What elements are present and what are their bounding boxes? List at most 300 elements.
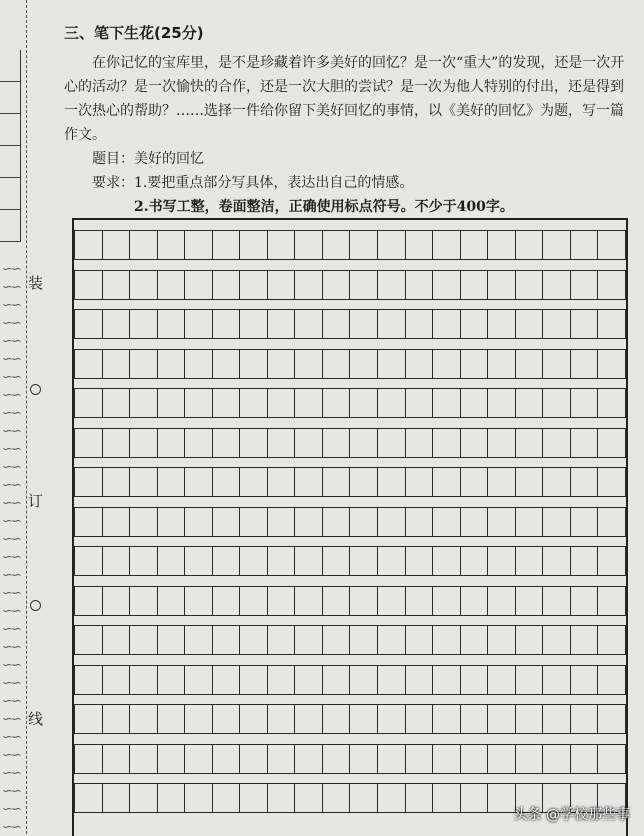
grid-cell[interactable] (322, 309, 350, 339)
grid-cell[interactable] (377, 467, 405, 497)
grid-cell[interactable] (542, 270, 570, 300)
grid-cell[interactable] (294, 507, 322, 537)
grid-cell[interactable] (515, 388, 543, 418)
grid-cell[interactable] (349, 230, 377, 260)
grid-cell[interactable] (405, 625, 433, 655)
grid-cell[interactable] (322, 230, 350, 260)
grid-cell[interactable] (102, 586, 130, 616)
grid-cell[interactable] (460, 309, 488, 339)
grid-cell[interactable] (349, 783, 377, 813)
grid-cell[interactable] (487, 309, 515, 339)
grid-cell[interactable] (597, 349, 626, 379)
grid-cell[interactable] (432, 388, 460, 418)
grid-cell[interactable] (597, 270, 626, 300)
grid-cell[interactable] (570, 388, 598, 418)
grid-cell[interactable] (460, 783, 488, 813)
grid-cell[interactable] (542, 546, 570, 576)
grid-cell[interactable] (239, 309, 267, 339)
grid-cell[interactable] (129, 309, 157, 339)
grid-cell[interactable] (157, 625, 185, 655)
grid-cell[interactable] (487, 665, 515, 695)
grid-cell[interactable] (267, 546, 295, 576)
grid-cell[interactable] (129, 586, 157, 616)
grid-cell[interactable] (184, 665, 212, 695)
grid-cell[interactable] (267, 586, 295, 616)
grid-cell[interactable] (129, 270, 157, 300)
grid-cell[interactable] (212, 704, 240, 734)
grid-cell[interactable] (377, 546, 405, 576)
grid-cell[interactable] (322, 349, 350, 379)
grid-cell[interactable] (239, 546, 267, 576)
grid-cell[interactable] (597, 744, 626, 774)
grid-cell[interactable] (597, 625, 626, 655)
grid-cell[interactable] (212, 625, 240, 655)
grid-cell[interactable] (405, 704, 433, 734)
grid-cell[interactable] (542, 467, 570, 497)
grid-cell[interactable] (432, 744, 460, 774)
grid-cell[interactable] (432, 270, 460, 300)
grid-cell[interactable] (597, 428, 626, 458)
grid-cell[interactable] (294, 704, 322, 734)
grid-cell[interactable] (377, 428, 405, 458)
grid-cell[interactable] (267, 704, 295, 734)
grid-cell[interactable] (597, 665, 626, 695)
grid-cell[interactable] (74, 349, 102, 379)
grid-cell[interactable] (157, 467, 185, 497)
grid-cell[interactable] (405, 507, 433, 537)
grid-cell[interactable] (349, 507, 377, 537)
grid-cell[interactable] (487, 270, 515, 300)
grid-cell[interactable] (432, 467, 460, 497)
grid-cell[interactable] (239, 783, 267, 813)
grid-cell[interactable] (349, 467, 377, 497)
grid-cell[interactable] (570, 230, 598, 260)
grid-cell[interactable] (267, 665, 295, 695)
grid-cell[interactable] (349, 428, 377, 458)
grid-cell[interactable] (74, 507, 102, 537)
grid-cell[interactable] (487, 586, 515, 616)
grid-cell[interactable] (239, 704, 267, 734)
grid-cell[interactable] (542, 230, 570, 260)
grid-cell[interactable] (157, 428, 185, 458)
grid-cell[interactable] (74, 230, 102, 260)
grid-cell[interactable] (570, 744, 598, 774)
grid-cell[interactable] (487, 625, 515, 655)
grid-cell[interactable] (129, 467, 157, 497)
swirl-decoration-icon: ∽∽ (2, 262, 20, 277)
grid-cell[interactable] (102, 349, 130, 379)
grid-cell[interactable] (294, 625, 322, 655)
grid-cell[interactable] (102, 507, 130, 537)
grid-cell[interactable] (267, 349, 295, 379)
grid-cell[interactable] (184, 507, 212, 537)
grid-cell[interactable] (294, 230, 322, 260)
grid-cell[interactable] (487, 546, 515, 576)
grid-cell[interactable] (267, 467, 295, 497)
grid-cell[interactable] (74, 546, 102, 576)
grid-cell[interactable] (129, 388, 157, 418)
grid-cell[interactable] (157, 388, 185, 418)
grid-cell[interactable] (570, 349, 598, 379)
grid-cell[interactable] (349, 270, 377, 300)
grid-cell[interactable] (184, 309, 212, 339)
grid-cell[interactable] (102, 783, 130, 813)
grid-cell[interactable] (487, 428, 515, 458)
grid-cell[interactable] (184, 388, 212, 418)
grid-cell[interactable] (515, 744, 543, 774)
grid-cell[interactable] (405, 230, 433, 260)
grid-cell[interactable] (597, 388, 626, 418)
grid-cell[interactable] (377, 625, 405, 655)
grid-cell[interactable] (515, 546, 543, 576)
grid-cell[interactable] (432, 586, 460, 616)
grid-cell[interactable] (460, 586, 488, 616)
grid-cell[interactable] (129, 704, 157, 734)
grid-cell[interactable] (212, 428, 240, 458)
grid-cell[interactable] (597, 546, 626, 576)
grid-cell[interactable] (542, 665, 570, 695)
grid-cell[interactable] (460, 467, 488, 497)
grid-cell[interactable] (294, 467, 322, 497)
grid-cell[interactable] (487, 744, 515, 774)
grid-cell[interactable] (570, 546, 598, 576)
grid-cell[interactable] (239, 507, 267, 537)
grid-cell[interactable] (212, 586, 240, 616)
grid-cell[interactable] (74, 270, 102, 300)
grid-cell[interactable] (487, 349, 515, 379)
grid-cell[interactable] (570, 270, 598, 300)
grid-cell[interactable] (212, 309, 240, 339)
grid-cell[interactable] (405, 546, 433, 576)
grid-cell[interactable] (515, 586, 543, 616)
grid-cell[interactable] (432, 309, 460, 339)
grid-cell[interactable] (74, 665, 102, 695)
grid-cell[interactable] (515, 349, 543, 379)
grid-cell[interactable] (294, 744, 322, 774)
grid-cell[interactable] (349, 665, 377, 695)
grid-cell[interactable] (294, 428, 322, 458)
grid-cell[interactable] (157, 270, 185, 300)
grid-cell[interactable] (460, 230, 488, 260)
grid-cell[interactable] (184, 467, 212, 497)
grid-cell[interactable] (102, 625, 130, 655)
grid-cell[interactable] (322, 783, 350, 813)
grid-cell[interactable] (157, 546, 185, 576)
grid-cell[interactable] (102, 309, 130, 339)
grid-cell[interactable] (157, 586, 185, 616)
grid-cell[interactable] (322, 270, 350, 300)
left-edge-grid (0, 50, 21, 242)
grid-cell[interactable] (432, 783, 460, 813)
grid-cell[interactable] (542, 625, 570, 655)
grid-cell[interactable] (184, 270, 212, 300)
grid-cell[interactable] (349, 586, 377, 616)
grid-cell[interactable] (322, 428, 350, 458)
grid-cell[interactable] (377, 230, 405, 260)
grid-cell[interactable] (74, 428, 102, 458)
swirl-decoration-icon: ∽∽ (2, 640, 20, 655)
grid-cell[interactable] (432, 665, 460, 695)
grid-cell[interactable] (460, 349, 488, 379)
grid-cell[interactable] (405, 665, 433, 695)
grid-cell[interactable] (542, 507, 570, 537)
grid-cell[interactable] (267, 428, 295, 458)
grid-cell[interactable] (570, 704, 598, 734)
grid-cell[interactable] (102, 428, 130, 458)
grid-cell[interactable] (405, 349, 433, 379)
grid-cell[interactable] (487, 507, 515, 537)
grid-cell[interactable] (212, 546, 240, 576)
grid-cell[interactable] (405, 586, 433, 616)
grid-cell[interactable] (405, 744, 433, 774)
grid-cell[interactable] (349, 349, 377, 379)
grid-cell[interactable] (322, 467, 350, 497)
grid-cell[interactable] (129, 230, 157, 260)
grid-cell[interactable] (294, 270, 322, 300)
grid-cell[interactable] (570, 507, 598, 537)
grid-cell[interactable] (184, 349, 212, 379)
grid-cell[interactable] (405, 783, 433, 813)
writing-grid[interactable] (72, 218, 628, 836)
grid-cell[interactable] (184, 586, 212, 616)
grid-cell[interactable] (239, 349, 267, 379)
grid-cell[interactable] (432, 349, 460, 379)
grid-cell[interactable] (570, 586, 598, 616)
grid-cell[interactable] (487, 388, 515, 418)
grid-cell[interactable] (570, 665, 598, 695)
grid-cell[interactable] (322, 507, 350, 537)
grid-cell[interactable] (432, 704, 460, 734)
grid-cell[interactable] (157, 665, 185, 695)
grid-cell[interactable] (322, 388, 350, 418)
grid-cell[interactable] (460, 704, 488, 734)
grid-cell[interactable] (322, 704, 350, 734)
grid-cell[interactable] (377, 388, 405, 418)
grid-cell[interactable] (597, 230, 626, 260)
grid-cell[interactable] (239, 230, 267, 260)
grid-cell[interactable] (102, 744, 130, 774)
grid-cell[interactable] (405, 467, 433, 497)
grid-cell[interactable] (349, 546, 377, 576)
grid-cell[interactable] (212, 467, 240, 497)
grid-cell[interactable] (542, 586, 570, 616)
grid-cell[interactable] (349, 744, 377, 774)
grid-cell[interactable] (570, 625, 598, 655)
grid-cell[interactable] (294, 665, 322, 695)
grid-cell[interactable] (597, 507, 626, 537)
grid-cell[interactable] (460, 428, 488, 458)
grid-cell[interactable] (460, 625, 488, 655)
grid-cell[interactable] (267, 744, 295, 774)
grid-cell[interactable] (515, 309, 543, 339)
grid-cell[interactable] (267, 783, 295, 813)
grid-cell[interactable] (432, 507, 460, 537)
grid-cell[interactable] (74, 625, 102, 655)
grid-cell[interactable] (460, 270, 488, 300)
grid-cell[interactable] (515, 230, 543, 260)
grid-cell[interactable] (487, 783, 515, 813)
grid-cell[interactable] (129, 546, 157, 576)
grid-cell[interactable] (157, 783, 185, 813)
grid-cell[interactable] (322, 744, 350, 774)
grid-cell[interactable] (212, 507, 240, 537)
grid-cell[interactable] (267, 230, 295, 260)
grid-cell[interactable] (460, 744, 488, 774)
grid-cell[interactable] (322, 625, 350, 655)
grid-cell[interactable] (267, 270, 295, 300)
grid-cell[interactable] (377, 270, 405, 300)
grid-cell[interactable] (349, 388, 377, 418)
grid-cell[interactable] (432, 428, 460, 458)
grid-cell[interactable] (460, 546, 488, 576)
grid-cell[interactable] (184, 704, 212, 734)
grid-cell[interactable] (74, 309, 102, 339)
grid-cell[interactable] (157, 309, 185, 339)
grid-cell[interactable] (570, 428, 598, 458)
grid-cell[interactable] (487, 704, 515, 734)
grid-cell[interactable] (102, 270, 130, 300)
grid-cell[interactable] (460, 388, 488, 418)
grid-cell[interactable] (267, 309, 295, 339)
grid-cell[interactable] (570, 309, 598, 339)
grid-cell[interactable] (542, 388, 570, 418)
grid-cell[interactable] (239, 467, 267, 497)
grid-cell[interactable] (212, 349, 240, 379)
grid-cell[interactable] (239, 625, 267, 655)
grid-cell[interactable] (405, 309, 433, 339)
grid-cell[interactable] (515, 625, 543, 655)
grid-cell[interactable] (267, 625, 295, 655)
grid-cell[interactable] (515, 428, 543, 458)
grid-cell[interactable] (102, 665, 130, 695)
grid-cell[interactable] (74, 744, 102, 774)
grid-cell[interactable] (322, 586, 350, 616)
grid-cell[interactable] (377, 309, 405, 339)
grid-cell[interactable] (74, 783, 102, 813)
grid-cell[interactable] (294, 388, 322, 418)
grid-cell[interactable] (184, 230, 212, 260)
grid-cell[interactable] (515, 507, 543, 537)
grid-cell[interactable] (239, 586, 267, 616)
grid-cell[interactable] (157, 349, 185, 379)
grid-cell[interactable] (212, 270, 240, 300)
grid-cell[interactable] (157, 704, 185, 734)
grid-cell[interactable] (377, 586, 405, 616)
grid-cell[interactable] (460, 507, 488, 537)
grid-cell[interactable] (184, 625, 212, 655)
grid-cell[interactable] (74, 467, 102, 497)
grid-cell[interactable] (405, 428, 433, 458)
grid-cell[interactable] (377, 704, 405, 734)
grid-cell[interactable] (542, 428, 570, 458)
grid-cell[interactable] (157, 744, 185, 774)
grid-cell[interactable] (432, 546, 460, 576)
grid-cell[interactable] (405, 270, 433, 300)
grid-cell[interactable] (405, 388, 433, 418)
grid-cell[interactable] (129, 744, 157, 774)
grid-cell[interactable] (239, 428, 267, 458)
grid-cell[interactable] (157, 507, 185, 537)
grid-cell[interactable] (212, 388, 240, 418)
grid-cell[interactable] (294, 546, 322, 576)
grid-cell[interactable] (515, 270, 543, 300)
grid-cell[interactable] (294, 349, 322, 379)
grid-cell[interactable] (74, 704, 102, 734)
grid-cell[interactable] (377, 744, 405, 774)
grid-cell[interactable] (184, 783, 212, 813)
grid-cell[interactable] (212, 665, 240, 695)
grid-cell[interactable] (212, 744, 240, 774)
grid-cell[interactable] (129, 428, 157, 458)
grid-cell[interactable] (377, 665, 405, 695)
grid-cell[interactable] (102, 467, 130, 497)
grid-cell[interactable] (322, 665, 350, 695)
grid-cell[interactable] (267, 388, 295, 418)
grid-cell[interactable] (432, 230, 460, 260)
grid-cell[interactable] (102, 230, 130, 260)
grid-cell[interactable] (267, 507, 295, 537)
grid-cell[interactable] (212, 230, 240, 260)
grid-cell[interactable] (184, 744, 212, 774)
grid-cell[interactable] (597, 586, 626, 616)
grid-cell[interactable] (212, 783, 240, 813)
grid-cell[interactable] (239, 744, 267, 774)
grid-cell[interactable] (102, 704, 130, 734)
grid-cell[interactable] (74, 586, 102, 616)
grid-cell[interactable] (74, 388, 102, 418)
grid-cell[interactable] (349, 625, 377, 655)
grid-cell[interactable] (239, 270, 267, 300)
grid-cell[interactable] (487, 467, 515, 497)
grid-cell[interactable] (570, 467, 598, 497)
grid-cell[interactable] (542, 349, 570, 379)
grid-cell[interactable] (184, 428, 212, 458)
grid-cell[interactable] (129, 349, 157, 379)
grid-cell[interactable] (294, 783, 322, 813)
grid-cell[interactable] (294, 586, 322, 616)
grid-cell[interactable] (294, 309, 322, 339)
grid-cell[interactable] (157, 230, 185, 260)
grid-cell[interactable] (349, 309, 377, 339)
grid-cell[interactable] (102, 546, 130, 576)
grid-cell[interactable] (597, 309, 626, 339)
grid-cell[interactable] (515, 704, 543, 734)
grid-cell[interactable] (102, 388, 130, 418)
grid-cell[interactable] (432, 625, 460, 655)
grid-cell[interactable] (542, 704, 570, 734)
grid-cell[interactable] (239, 665, 267, 695)
grid-cell[interactable] (322, 546, 350, 576)
grid-cell[interactable] (515, 665, 543, 695)
grid-cell[interactable] (597, 467, 626, 497)
grid-cell[interactable] (129, 625, 157, 655)
grid-cell[interactable] (460, 665, 488, 695)
grid-cell[interactable] (377, 349, 405, 379)
grid-cell[interactable] (597, 704, 626, 734)
grid-cell[interactable] (515, 467, 543, 497)
grid-cell[interactable] (377, 507, 405, 537)
grid-cell[interactable] (542, 309, 570, 339)
grid-cell[interactable] (129, 783, 157, 813)
grid-cell[interactable] (129, 507, 157, 537)
grid-cell[interactable] (349, 704, 377, 734)
grid-cell[interactable] (542, 744, 570, 774)
grid-cell[interactable] (184, 546, 212, 576)
grid-cell[interactable] (129, 665, 157, 695)
grid-cell[interactable] (239, 388, 267, 418)
grid-cell[interactable] (377, 783, 405, 813)
grid-cell[interactable] (487, 230, 515, 260)
